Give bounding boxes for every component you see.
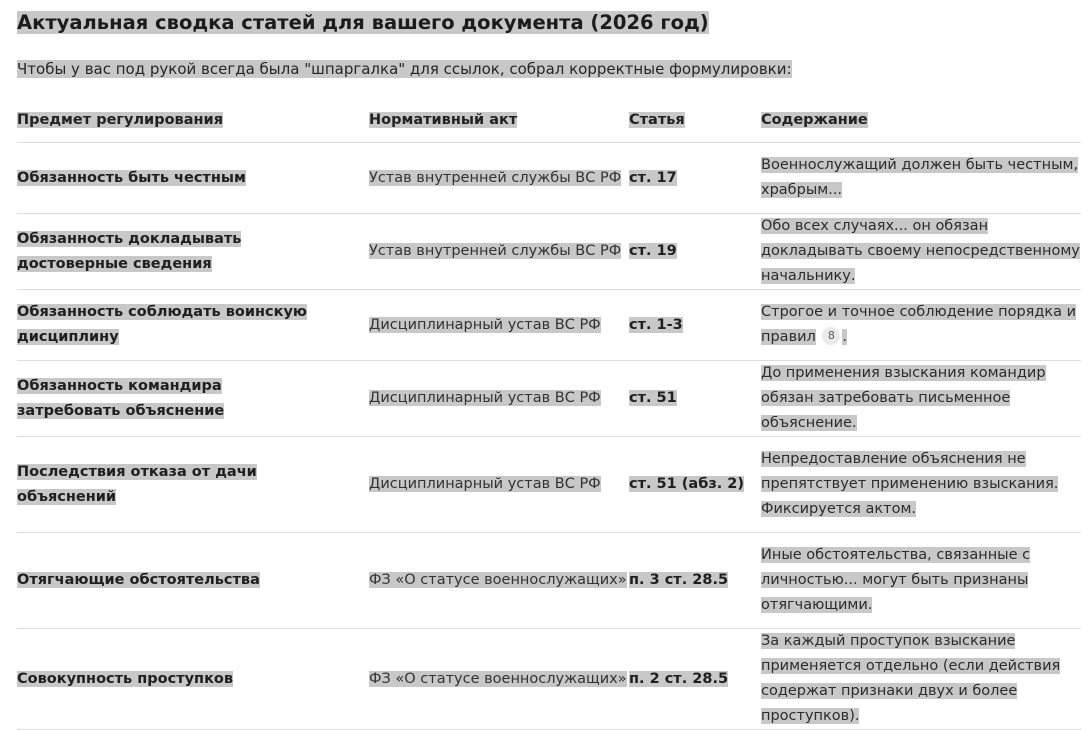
cell-act — [369, 533, 629, 629]
citation-badge[interactable]: 8 — [822, 327, 840, 345]
articles-table — [17, 98, 1081, 730]
table-row — [17, 361, 1081, 437]
header-article-text: Статья — [629, 111, 685, 128]
cell-content — [761, 361, 1081, 437]
act-text: ФЗ «О статусе военнослужащих» — [369, 572, 627, 588]
content-end-text: . — [842, 329, 848, 345]
header-act — [369, 98, 629, 143]
table-header-row — [17, 98, 1081, 143]
content-text: Военнослужащий должен быть честным, храбрым... — [761, 157, 1079, 198]
cell-article — [629, 143, 761, 214]
cell-act — [369, 629, 629, 730]
page-title — [17, 9, 709, 37]
act-text: Дисциплинарный устав ВС РФ — [369, 316, 601, 333]
table-row — [17, 629, 1081, 730]
content-text: Строгое и точное соблюдение порядка и правил — [761, 304, 1077, 345]
header-subject — [17, 98, 369, 143]
act-text: Устав внутренней службы ВС РФ — [369, 243, 622, 259]
subject-text: Обязанность соблюдать воинскую дисциплину — [17, 304, 307, 345]
header-subject-text: Предмет регулирования — [17, 111, 224, 128]
cell-act — [369, 437, 629, 533]
cell-act — [369, 143, 629, 214]
cell-act — [369, 214, 629, 290]
table-row — [17, 290, 1081, 361]
cell-article — [629, 437, 761, 533]
table-row — [17, 437, 1081, 533]
article-text: ст. 17 — [629, 169, 677, 186]
cell-subject — [17, 533, 369, 629]
intro-paragraph — [17, 57, 792, 81]
article-text: п. 3 ст. 28.5 — [629, 572, 729, 588]
table-row — [17, 214, 1081, 290]
article-text: ст. 51 (абз. 2) — [629, 476, 745, 492]
cell-article — [629, 629, 761, 730]
header-act-text: Нормативный акт — [369, 111, 518, 128]
page-title-text: Актуальная сводка статей для вашего документа (2026 год) — [17, 11, 709, 34]
cell-article — [629, 214, 761, 290]
subject-text: Обязанность быть честным — [17, 169, 246, 186]
cell-article — [629, 290, 761, 361]
intro-text: Чтобы у вас под рукой всегда была "шпаргалка" для ссылок, собрал корректные формулировки: — [17, 60, 792, 78]
table-row — [17, 533, 1081, 629]
cell-subject — [17, 214, 369, 290]
content-text: Иные обстоятельства, связанные с личностью... могут быть признаны отягчающими. — [761, 547, 1031, 613]
header-article — [629, 98, 761, 143]
act-text: Дисциплинарный устав ВС РФ — [369, 390, 601, 406]
act-text: Устав внутренней службы ВС РФ — [369, 169, 622, 186]
cell-content — [761, 629, 1081, 730]
article-text: ст. 51 — [629, 390, 677, 406]
content-text: Обо всех случаях... он обязан докладывать своему непосредственному начальнику. — [761, 218, 1080, 284]
subject-text: Совокупность проступков — [17, 670, 234, 687]
act-text: Дисциплинарный устав ВС РФ — [369, 476, 601, 492]
cell-subject — [17, 290, 369, 361]
header-content — [761, 98, 1081, 143]
content-text: Непредоставление объяснения не препятствует применению взыскания. Фиксируется актом. — [761, 451, 1059, 517]
content-text: До применения взыскания командир обязан затребовать письменное объяснение. — [761, 365, 1046, 431]
cell-act — [369, 290, 629, 361]
article-text: ст. 19 — [629, 243, 677, 259]
cell-content — [761, 290, 1081, 361]
subject-text: Обязанность командира затребовать объяснение — [17, 377, 225, 419]
cell-article — [629, 533, 761, 629]
cell-subject — [17, 143, 369, 214]
act-text: ФЗ «О статусе военнослужащих» — [369, 670, 627, 687]
article-text: п. 2 ст. 28.5 — [629, 670, 729, 687]
cell-act — [369, 361, 629, 437]
cell-subject — [17, 437, 369, 533]
cell-subject — [17, 361, 369, 437]
table-row — [17, 143, 1081, 214]
header-content-text: Содержание — [761, 111, 868, 128]
subject-text: Последствия отказа от дачи объяснений — [17, 463, 257, 505]
cell-content — [761, 437, 1081, 533]
cell-content — [761, 143, 1081, 214]
subject-text: Отягчающие обстоятельства — [17, 572, 260, 588]
cell-article — [629, 361, 761, 437]
cell-content — [761, 533, 1081, 629]
cell-subject — [17, 629, 369, 730]
article-text: ст. 1-3 — [629, 316, 683, 333]
subject-text: Обязанность докладывать достоверные сведения — [17, 230, 242, 272]
content-text: За каждый проступок взыскание применяется отдельно (если действия содержат признаки двух и более проступков). — [761, 633, 1061, 724]
cell-content — [761, 214, 1081, 290]
